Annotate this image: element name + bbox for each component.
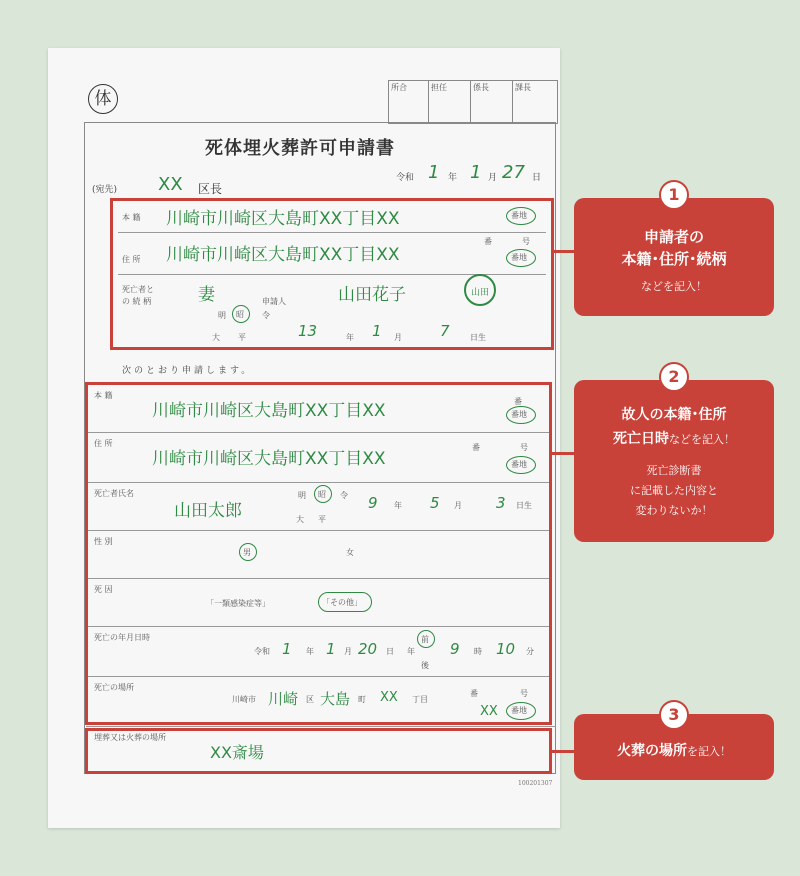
deceased-name-value: 山田太郎 xyxy=(174,501,242,521)
applicant-relation-label: 死亡者と の 続 柄 xyxy=(122,285,154,306)
applicant-honseki-value: 川崎市川崎区大島町XX丁目XX xyxy=(166,209,400,229)
deceased-birth-month-label: 月 xyxy=(454,501,462,510)
callout-2-line3: 死亡診断書 xyxy=(646,464,702,477)
date-year-label: 年 xyxy=(448,173,458,183)
deceased-address-label: 住 所 xyxy=(94,439,113,448)
highlight-deceased xyxy=(85,382,552,725)
application-statement: 次のとおり申請します。 xyxy=(122,366,254,376)
callout-2-line4: に記載した内容と xyxy=(630,484,718,497)
callout-1-line2: 本籍･住所･続柄 xyxy=(621,250,727,268)
applicant-birth-day-label: 日生 xyxy=(470,333,486,342)
place-chome-label: 丁目 xyxy=(412,695,428,704)
callout-1-number: 1 xyxy=(659,180,689,210)
place-town-label: 町 xyxy=(358,695,366,704)
applicant-address-banchi: 番地 xyxy=(511,253,527,262)
death-hour: 9 xyxy=(450,640,460,658)
sex-female: 女 xyxy=(346,548,354,557)
applicant-era-hei: 平 xyxy=(238,333,246,342)
sex-male: 男 xyxy=(243,548,251,557)
stamp-box-1 xyxy=(388,80,430,124)
date-month-label: 月 xyxy=(488,173,498,183)
date-year: 1 xyxy=(428,162,440,183)
death-pm: 後 xyxy=(421,661,429,670)
stamp-box-2 xyxy=(428,80,472,124)
applicant-ban: 番 xyxy=(484,237,492,246)
deceased-address-banchi: 番地 xyxy=(511,460,527,469)
addressee-value: XX xyxy=(158,174,183,195)
connector-2 xyxy=(552,452,576,455)
death-year-label: 年 xyxy=(306,647,314,656)
applicant-address-value: 川崎市川崎区大島町XX丁目XX xyxy=(166,245,400,265)
death-am: 前 xyxy=(421,635,429,644)
stamp-header-3: 係長 xyxy=(473,83,489,92)
form-title: 死体埋火葬許可申請書 xyxy=(205,138,395,159)
callout-2-line2-rest: などを記入！ xyxy=(669,433,735,446)
place-town: 大島 xyxy=(320,690,351,708)
applicant-birth-day: 7 xyxy=(440,322,450,340)
death-minute: 10 xyxy=(496,640,516,658)
death-day-suffix: 年 xyxy=(407,647,415,656)
callout-2-number: 2 xyxy=(659,362,689,392)
applicant-era-mei: 明 xyxy=(218,311,226,320)
callout-applicant xyxy=(574,198,774,316)
sex-label: 性 別 xyxy=(94,537,113,546)
applicant-address-label: 住 所 xyxy=(122,255,141,264)
applicant-birth-year-label: 年 xyxy=(346,333,354,342)
callout-3-line1-bold: 火葬の場所 xyxy=(617,743,687,759)
stamp-header-1: 所合 xyxy=(391,83,407,92)
deceased-era-rei: 令 xyxy=(340,491,348,500)
place-ban: 番 xyxy=(470,689,478,698)
date-day: 27 xyxy=(502,162,525,183)
death-month: 1 xyxy=(326,640,336,658)
deceased-era-hei: 平 xyxy=(318,515,326,524)
cause-option-1: 「一類感染症等」 xyxy=(206,599,270,608)
death-month-label: 月 xyxy=(344,647,352,656)
deceased-name-label: 死亡者氏名 xyxy=(94,489,134,498)
callout-3-line1-rest: を記入！ xyxy=(687,745,731,758)
applicant-relation-value: 妻 xyxy=(198,285,215,305)
connector-1 xyxy=(554,250,576,253)
deceased-honseki-banchi: 番地 xyxy=(511,410,527,419)
applicant-go: 号 xyxy=(522,237,530,246)
deceased-birth-day: 3 xyxy=(496,494,506,512)
deceased-address-ban: 番 xyxy=(472,443,480,452)
deceased-era-mei: 明 xyxy=(298,491,306,500)
addressee-suffix: 区長 xyxy=(198,182,223,196)
stamp-header-4: 課長 xyxy=(515,83,531,92)
deceased-address-value: 川崎市川崎区大島町XX丁目XX xyxy=(152,449,386,469)
death-minute-label: 分 xyxy=(526,647,534,656)
place-city: 川崎市 xyxy=(232,695,256,704)
deceased-era-sho: 昭 xyxy=(318,490,326,499)
cause-label: 死 因 xyxy=(94,585,113,594)
deceased-birth-month: 5 xyxy=(430,494,440,512)
date-era: 令和 xyxy=(396,173,415,183)
deceased-address-go: 号 xyxy=(520,443,528,452)
callout-deceased xyxy=(574,380,774,542)
applicant-name: 山田花子 xyxy=(338,285,406,305)
cause-option-2: 「その他」 xyxy=(322,598,362,607)
callout-1-line1: 申請者の xyxy=(643,228,704,246)
applicant-era-tai: 大 xyxy=(212,333,220,342)
deceased-honseki-label: 本 籍 xyxy=(94,391,113,400)
callout-2-line1: 故人の本籍･住所 xyxy=(621,407,727,423)
place-go: 号 xyxy=(520,689,528,698)
death-year: 1 xyxy=(282,640,292,658)
deceased-birth-day-label: 日生 xyxy=(516,501,532,510)
applicant-seal-text: 山田 xyxy=(470,288,489,298)
callout-2-line5: 変わりないか！ xyxy=(635,504,713,517)
place-banchi: 番地 xyxy=(511,706,527,715)
burial-value: XX斎場 xyxy=(210,743,264,762)
date-day-label: 日 xyxy=(532,173,542,183)
applicant-honseki-label: 本 籍 xyxy=(122,213,141,222)
applicant-honseki-banchi: 番地 xyxy=(511,211,527,220)
callout-2-line2-bold: 死亡日時 xyxy=(613,431,669,447)
place-chome: XX xyxy=(380,690,398,705)
burial-label: 埋葬又は火葬の場所 xyxy=(94,733,166,742)
stamp-box-3 xyxy=(470,80,514,124)
applicant-era-rei: 令 xyxy=(262,311,270,320)
form-type-mark-text: 体 xyxy=(94,89,112,109)
death-era: 令和 xyxy=(254,647,270,656)
connector-3 xyxy=(552,750,576,753)
place-label: 死亡の場所 xyxy=(94,683,134,692)
place-ward: 川崎 xyxy=(268,690,299,708)
death-hour-label: 時 xyxy=(474,647,482,656)
highlight-burial xyxy=(85,728,552,774)
applicant-era-sho: 昭 xyxy=(236,310,244,319)
datetime-label: 死亡の年月日時 xyxy=(94,633,150,642)
applicant-label: 申請人 xyxy=(262,297,286,306)
stamp-box-4 xyxy=(512,80,558,124)
deceased-era-tai: 大 xyxy=(296,515,304,524)
place-ban-value: XX xyxy=(480,704,498,719)
death-day-label: 日 xyxy=(386,647,394,656)
place-ward-label: 区 xyxy=(306,695,314,704)
highlight-applicant xyxy=(110,198,554,350)
applicant-birth-month: 1 xyxy=(372,322,382,340)
deceased-birth-year: 9 xyxy=(368,494,378,512)
death-day: 20 xyxy=(358,640,378,658)
callout-1-line3: などを記入！ xyxy=(641,280,707,293)
form-type-mark xyxy=(88,84,118,114)
stamp-header-2: 担任 xyxy=(431,83,447,92)
deceased-honseki-value: 川崎市川崎区大島町XX丁目XX xyxy=(152,401,386,421)
applicant-birth-year: 13 xyxy=(298,322,318,340)
addressee-label: (宛先) xyxy=(92,185,118,195)
date-month: 1 xyxy=(470,162,482,183)
deceased-birth-year-label: 年 xyxy=(394,501,402,510)
applicant-birth-month-label: 月 xyxy=(394,333,402,342)
callout-3-number: 3 xyxy=(659,700,689,730)
deceased-honseki-ban: 番 xyxy=(514,397,522,406)
form-code: 100201307 xyxy=(518,780,553,787)
